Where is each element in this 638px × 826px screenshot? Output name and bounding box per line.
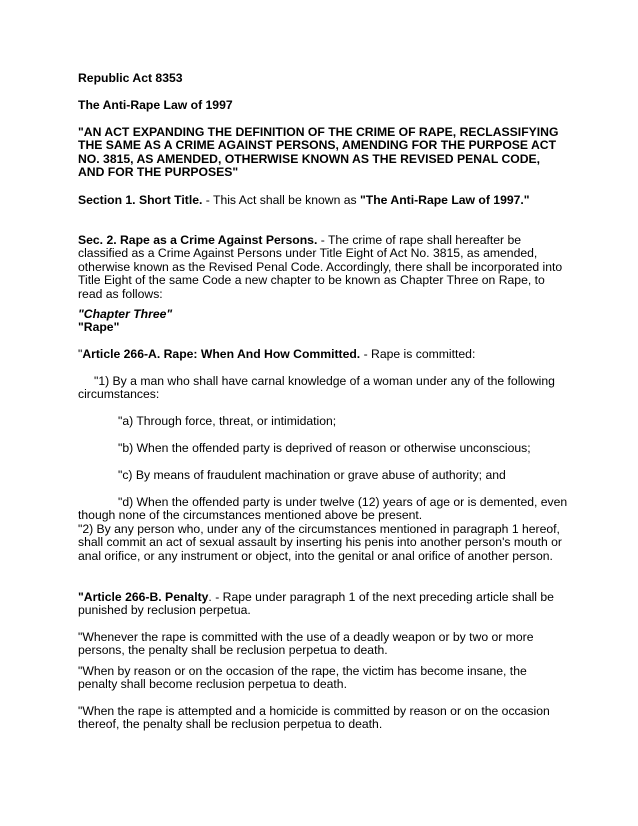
- item-d: "d) When the offended party is under twelve (12) years of age or is demented, even though none of the circumstances mentioned above be present.: [78, 495, 568, 523]
- item-a: "a) Through force, threat, or intimidation;: [118, 414, 337, 428]
- item-b: "b) When the offended party is deprived of reason or otherwise unconscious;: [118, 441, 531, 455]
- chapter-title: "Chapter Three": [78, 307, 173, 321]
- section-2-label: Sec. 2. Rape as a Crime Against Persons.: [78, 233, 318, 247]
- act-title: "AN ACT EXPANDING THE DEFINITION OF THE CRIME OF RAPE, RECLASSIFYING THE SAME AS A CRIME AGAINST PERSONS, AMENDING FOR THE PURPOSE ACT NO. 3815, AS AMENDED, OTHERWISE KNOWN AS THE REVISED PENAL CODE, AND FOR THE PURPOSES": [78, 125, 559, 180]
- article-266a-heading: "Article 266-A. Rape: When And How Committed. - Rape is committed:: [78, 347, 476, 361]
- item-c: "c) By means of fraudulent machination or grave abuse of authority; and: [118, 468, 506, 482]
- paragraph-2: "2) By any person who, under any of the circumstances mentioned in paragraph 1 hereof, shall commit an act of sexual assault by inserting his penis into another person's mouth or anal orifice, or any instrument or object, into the genital or anal orifice of another person.: [78, 522, 562, 563]
- section-2: Sec. 2. Rape as a Crime Against Persons. - The crime of rape shall hereafter be classified as a Crime Against Persons under Title Eight of Act No. 3815, as amended, otherwise known as the Revised Penal Code. Accordingly, there shall be incorporated into Title Eight of the same Code a new chapter to be known as Chapter Three on Rape, to read as follows:: [78, 233, 563, 301]
- penalty-paragraph-1: "Whenever the rape is committed with the use of a deadly weapon or by two or more persons, the penalty shall be reclusion perpetua to death.: [78, 630, 534, 658]
- penalty-paragraph-3: "When the rape is attempted and a homicide is committed by reason or on the occasion thereof, the penalty shall be reclusion perpetua to death.: [78, 704, 550, 732]
- document-heading: Republic Act 8353: [78, 71, 183, 85]
- short-title-name: "The Anti-Rape Law of 1997.": [360, 193, 530, 207]
- law-name: The Anti-Rape Law of 1997: [78, 98, 233, 112]
- section-1-label: Section 1. Short Title.: [78, 193, 203, 207]
- article-266a-label: Article 266-A. Rape: When And How Committed.: [82, 347, 361, 361]
- chapter-subtitle: "Rape": [78, 320, 120, 334]
- section-1: Section 1. Short Title. - This Act shall be known as "The Anti-Rape Law of 1997.": [78, 193, 530, 207]
- penalty-paragraph-2: "When by reason or on the occasion of the rape, the victim has become insane, the penalty shall become reclusion perpetua to death.: [78, 664, 527, 692]
- article-266b-label: "Article 266-B. Penalty: [78, 590, 209, 604]
- article-266b: "Article 266-B. Penalty. - Rape under paragraph 1 of the next preceding article shall be punished by reclusion perpetua.: [78, 590, 554, 618]
- paragraph-1: "1) By a man who shall have carnal knowledge of a woman under any of the following circumstances:: [78, 374, 555, 402]
